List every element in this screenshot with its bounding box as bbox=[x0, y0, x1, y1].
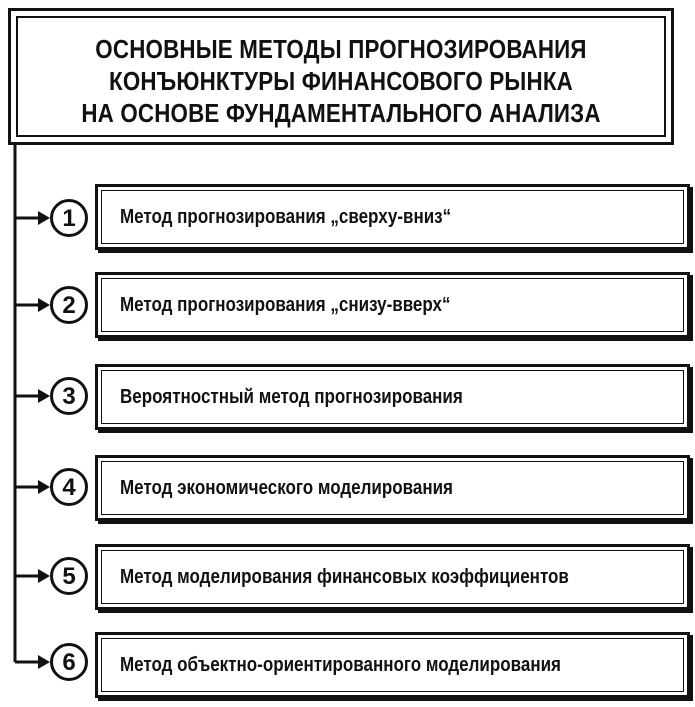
arrow-5 bbox=[15, 569, 50, 583]
arrow-4 bbox=[15, 480, 50, 494]
method-number-6: 6 bbox=[50, 643, 88, 681]
method-number-1: 1 bbox=[50, 199, 88, 237]
arrow-1 bbox=[15, 211, 50, 225]
title-line-2: КОНЪЮНКТУРЫ ФИНАНСОВОГО РЫНКА bbox=[109, 66, 573, 96]
method-number-3: 3 bbox=[50, 377, 88, 415]
method-box-3 bbox=[95, 364, 690, 430]
method-label-6: Метод объектно-ориентированного моделирования bbox=[120, 653, 561, 676]
method-number-4: 4 bbox=[50, 468, 88, 506]
method-box-4 bbox=[95, 455, 690, 521]
title-line-3: НА ОСНОВЕ ФУНДАМЕНТАЛЬНОГО АНАЛИЗА bbox=[81, 98, 601, 128]
arrow-6 bbox=[15, 655, 50, 669]
method-box-2 bbox=[95, 272, 690, 338]
method-label-5: Метод моделирования финансовых коэффициентов bbox=[120, 565, 569, 588]
arrow-2 bbox=[15, 298, 50, 312]
method-box-5 bbox=[95, 544, 690, 610]
method-label-2: Метод прогнозирования „снизу-вверх“ bbox=[120, 293, 451, 316]
method-label-4: Метод экономического моделирования bbox=[120, 476, 453, 499]
method-label-3: Вероятностный метод прогнозирования bbox=[120, 385, 463, 408]
method-box-6 bbox=[95, 632, 690, 698]
arrow-3 bbox=[15, 389, 50, 403]
title-line-1: ОСНОВНЫЕ МЕТОДЫ ПРОГНОЗИРОВАНИЯ bbox=[95, 34, 587, 64]
method-label-1: Метод прогнозирования „сверху-вниз“ bbox=[120, 205, 452, 228]
method-number-2: 2 bbox=[50, 286, 88, 324]
method-box-1 bbox=[95, 184, 690, 250]
method-number-5: 5 bbox=[50, 557, 88, 595]
